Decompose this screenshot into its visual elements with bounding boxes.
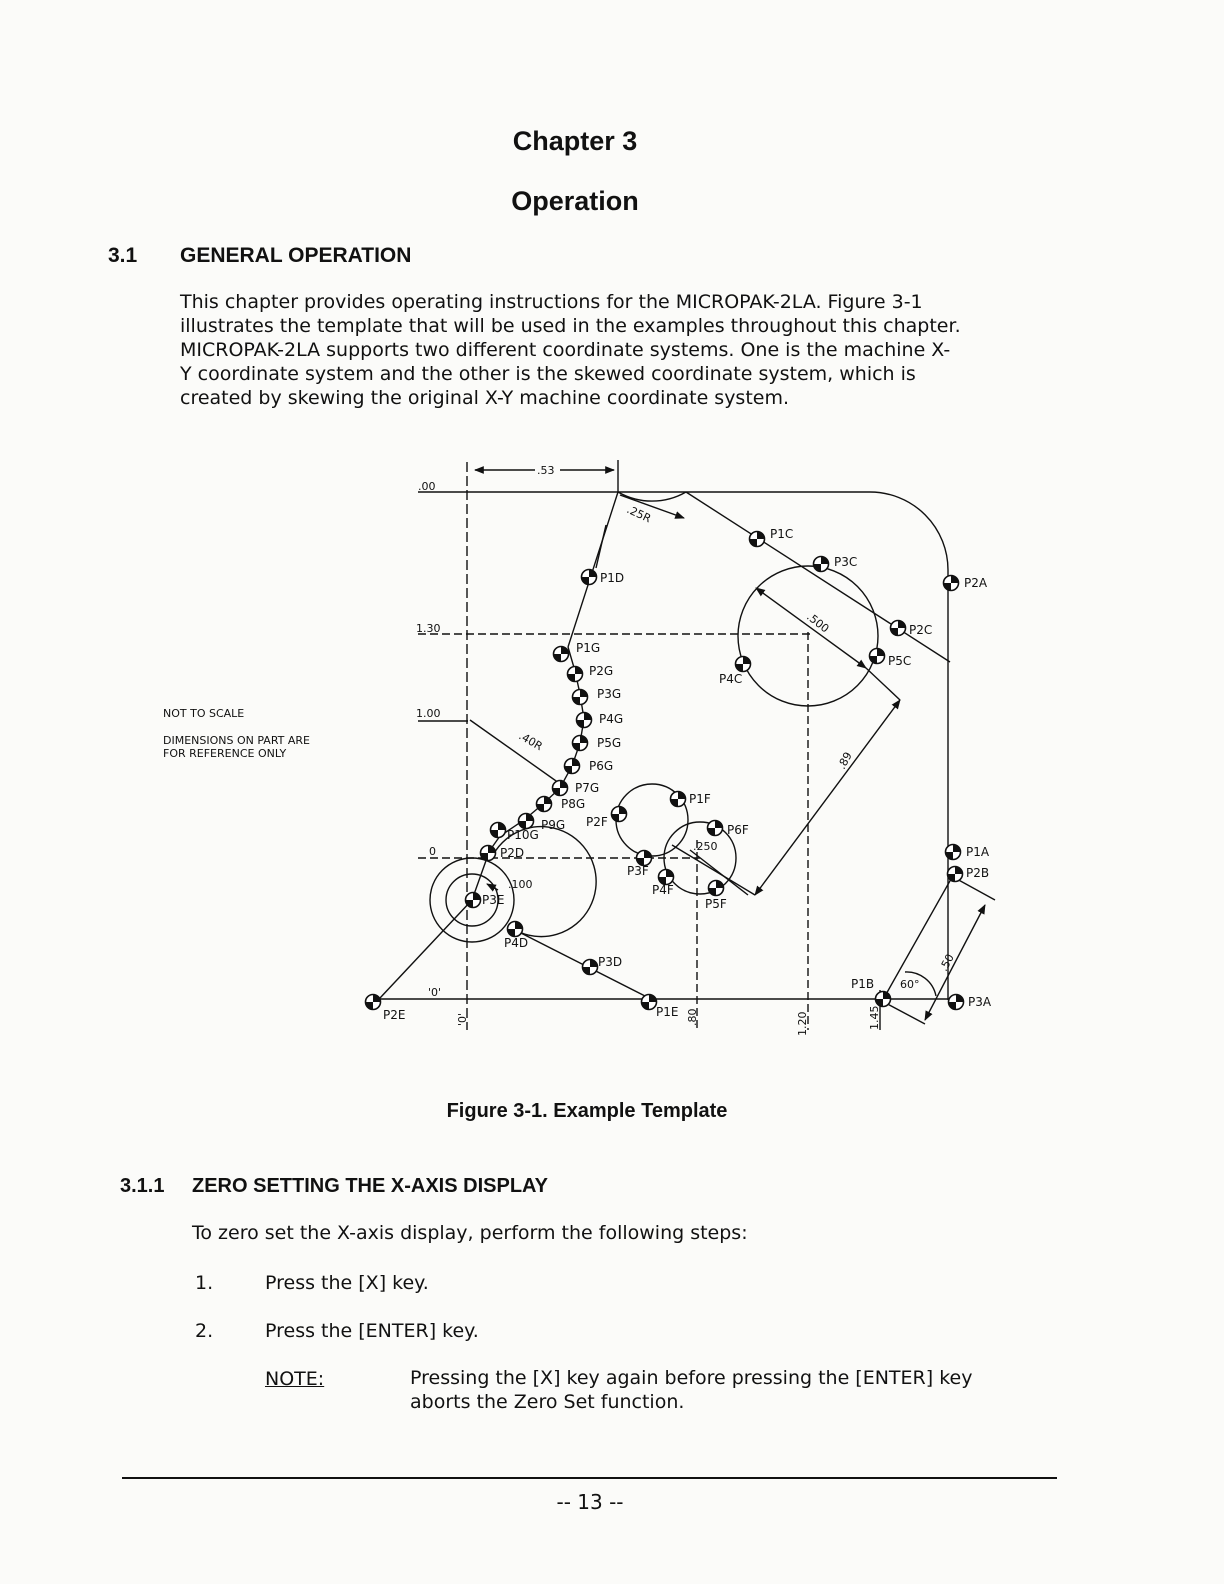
label-p4c: P4C [719,672,743,686]
dim-y-100: 1.00 [416,707,441,720]
label-p1f: P1F [689,792,711,806]
dimension-labels [416,464,957,1036]
label-p7g: P7G [575,781,600,795]
note-text [410,1366,1030,1414]
dim-500: .500 [804,610,832,636]
dim-y-0: 0 [429,845,436,858]
paragraph-line: Y coordinate system and the other is the skewed coordinate system, which is [180,363,916,385]
label-p1g: P1G [576,641,601,655]
paragraph-line: illustrates the template that will be used in the examples throughout this chapter. [180,315,961,337]
paragraph-line: This chapter provides operating instructions for the MICROPAK-2LA. Figure 3-1 [180,291,923,313]
label-p2e: P2E [383,1008,406,1022]
dim-x-80: .80 [686,1008,699,1026]
label-p1e: P1E [656,1005,679,1019]
steps-intro: To zero set the X-axis display, perform the following steps: [192,1222,748,1244]
note-dimensions: DIMENSIONS ON PART ARE [163,734,310,747]
label-p2c: P2C [909,623,933,637]
note-reference: FOR REFERENCE ONLY [163,747,287,760]
label-p3c: P3C [834,555,858,569]
dim-angle-60: 60° [900,978,920,991]
step-number: 2. [195,1320,214,1342]
chapter-title: Operation [511,186,639,216]
label-p2b: P2B [966,866,990,880]
label-p2g: P2G [589,664,614,678]
dim-100: .100 [508,878,533,891]
dim-y-130: 1.30 [416,622,441,635]
paragraph-line: created by skewing the original X-Y machine coordinate system. [180,387,790,409]
label-p3f: P3F [627,864,649,878]
label-p3e: P3E [482,893,505,907]
label-p5g: P5G [597,736,622,750]
label-p1d: P1D [600,571,625,585]
label-p6f: P6F [727,823,749,837]
note-label: NOTE: [265,1368,325,1390]
point-labels [383,527,992,1022]
note-line: Pressing the [X] key again before pressing the [ENTER] key [410,1367,973,1389]
dim-89: .89 [835,749,855,772]
label-p9g: P9G [541,818,566,832]
step-text: Press the [X] key. [265,1272,429,1294]
dim-x-zero: '0' [428,986,442,999]
label-p5f: P5F [705,897,727,911]
label-p1b: P1B [851,977,875,991]
dim-x-zero-rot: '0' [456,1012,469,1026]
label-p4d: P4D [504,936,529,950]
dim-y-00: .00 [418,480,436,493]
label-p10g: P10G [507,828,539,842]
label-p2a: P2A [964,576,988,590]
step-number: 1. [195,1272,214,1294]
step-text: Press the [ENTER] key. [265,1320,479,1342]
paragraph-line: MICROPAK-2LA supports two different coordinate systems. One is the machine X- [180,339,951,361]
label-p4g: P4G [599,712,624,726]
chapter-heading: Chapter 3 [512,126,638,156]
page-number: -- 13 -- [556,1490,624,1514]
figure-notes [163,707,310,760]
dim-x-120: 1.20 [796,1011,809,1036]
footer-rule [122,1477,1057,1479]
label-p3d: P3D [598,955,623,969]
label-p5c: P5C [888,654,912,668]
label-p3a: P3A [968,995,992,1009]
note-not-to-scale: NOT TO SCALE [163,707,245,720]
label-p2d: P2D [500,846,525,860]
label-p4f: P4F [652,883,674,897]
label-p2f: P2F [586,815,608,829]
dim-53: .53 [537,464,555,477]
subsection-title: ZERO SETTING THE X-AXIS DISPLAY [192,1175,548,1197]
dim-250: .250 [693,840,718,853]
label-p6g: P6G [589,759,614,773]
label-p1a: P1A [966,845,990,859]
figure-caption: Figure 3-1. Example Template [446,1100,728,1122]
section-number: 3.1 [108,244,138,267]
label-p1c-top: P1C [770,527,794,541]
dim-x-145: 1.45 [868,1005,881,1030]
subsection-number: 3.1.1 [120,1175,165,1197]
dim-50: .50 [937,951,957,974]
note-line: aborts the Zero Set function. [410,1391,685,1413]
dim-40r: .40R [516,729,545,754]
label-p8g: P8G [561,797,586,811]
section-title: GENERAL OPERATION [180,244,412,267]
label-p3g: P3G [597,687,622,701]
dim-25r: .25R [624,502,654,526]
